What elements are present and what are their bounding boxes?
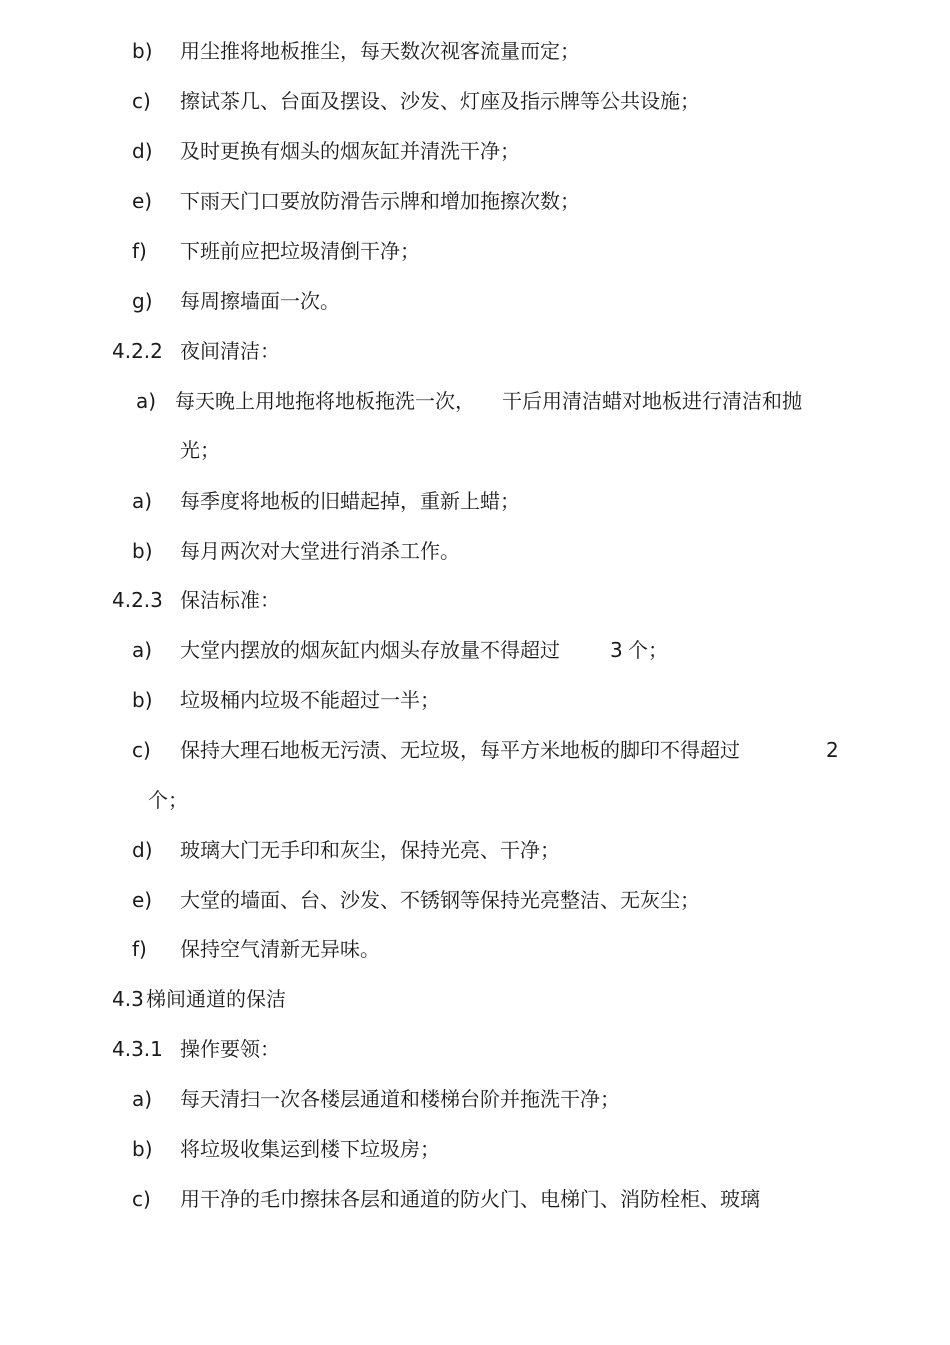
list-item-text: 下雨天门口要放防滑告示牌和增加拖擦次数； [180, 189, 580, 213]
list-marker: b) [132, 539, 153, 563]
list-marker: b) [132, 688, 153, 712]
list-marker: d) [132, 838, 153, 862]
list-marker: c) [132, 1187, 151, 1211]
list-item-text: 将垃圾收集运到楼下垃圾房； [180, 1137, 440, 1161]
list-item-tail: 个； [628, 638, 668, 662]
list-item-text: 每季度将地板的旧蜡起掉，重新上蜡； [180, 489, 520, 513]
list-marker: c) [132, 738, 151, 762]
section-number: 4.2.3 [112, 588, 163, 612]
list-item-text: 擦试茶几、台面及摆设、沙发、灯座及指示牌等公共设施； [180, 89, 700, 113]
list-marker: f) [132, 937, 147, 961]
list-item-text: 每周擦墙面一次。 [180, 289, 340, 313]
list-item-text: 每天清扫一次各楼层通道和楼梯台阶并拖洗干净； [180, 1087, 620, 1111]
list-marker: a) [136, 389, 157, 413]
section-heading: 操作要领： [180, 1037, 280, 1061]
section-heading: 梯间通道的保洁 [146, 987, 286, 1011]
list-marker: a) [132, 1087, 153, 1111]
list-item-text: 大堂内摆放的烟灰缸内烟头存放量不得超过 [180, 638, 560, 662]
list-item-text: 下班前应把垃圾清倒干净； [180, 239, 420, 263]
list-item-text: 及时更换有烟头的烟灰缸并清洗干净； [180, 139, 520, 163]
section-number: 4.2.2 [112, 339, 163, 363]
list-item-text: 垃圾桶内垃圾不能超过一半； [180, 688, 440, 712]
list-marker: a) [132, 489, 153, 513]
list-item-text: 每月两次对大堂进行消杀工作。 [180, 539, 460, 563]
list-item-continuation: 个； [148, 788, 188, 812]
list-marker: c) [132, 89, 151, 113]
section-number: 4.3.1 [112, 1037, 163, 1061]
list-marker: d) [132, 139, 153, 163]
list-item-number: 3 [610, 638, 623, 662]
section-heading: 夜间清洁： [180, 339, 280, 363]
list-item-text: 每天晚上用地拖将地板拖洗一次， [175, 389, 475, 413]
list-item-number: 2 [826, 738, 839, 762]
list-item-text: 保持大理石地板无污渍、无垃圾，每平方米地板的脚印不得超过 [180, 738, 740, 762]
section-heading: 保洁标准： [180, 588, 280, 612]
list-marker: a) [132, 638, 153, 662]
list-marker: f) [132, 239, 147, 263]
section-number: 4.3 [112, 987, 144, 1011]
list-item-text: 玻璃大门无手印和灰尘，保持光亮、干净； [180, 838, 560, 862]
list-item-text-part2: 干后用清洁蜡对地板进行清洁和抛 [502, 389, 802, 413]
list-item-text: 用尘推将地板推尘，每天数次视客流量而定； [180, 39, 580, 63]
list-marker: e) [132, 189, 153, 213]
list-marker: e) [132, 888, 153, 912]
list-marker: b) [132, 1137, 153, 1161]
list-marker: g) [132, 289, 153, 313]
list-item-text: 大堂的墙面、台、沙发、不锈钢等保持光亮整洁、无灰尘； [180, 888, 700, 912]
list-item-continuation: 光； [180, 438, 220, 462]
list-item-text: 用干净的毛巾擦抹各层和通道的防火门、电梯门、消防栓柜、玻璃 [180, 1187, 760, 1211]
list-marker: b) [132, 39, 153, 63]
list-item-text: 保持空气清新无异味。 [180, 937, 380, 961]
